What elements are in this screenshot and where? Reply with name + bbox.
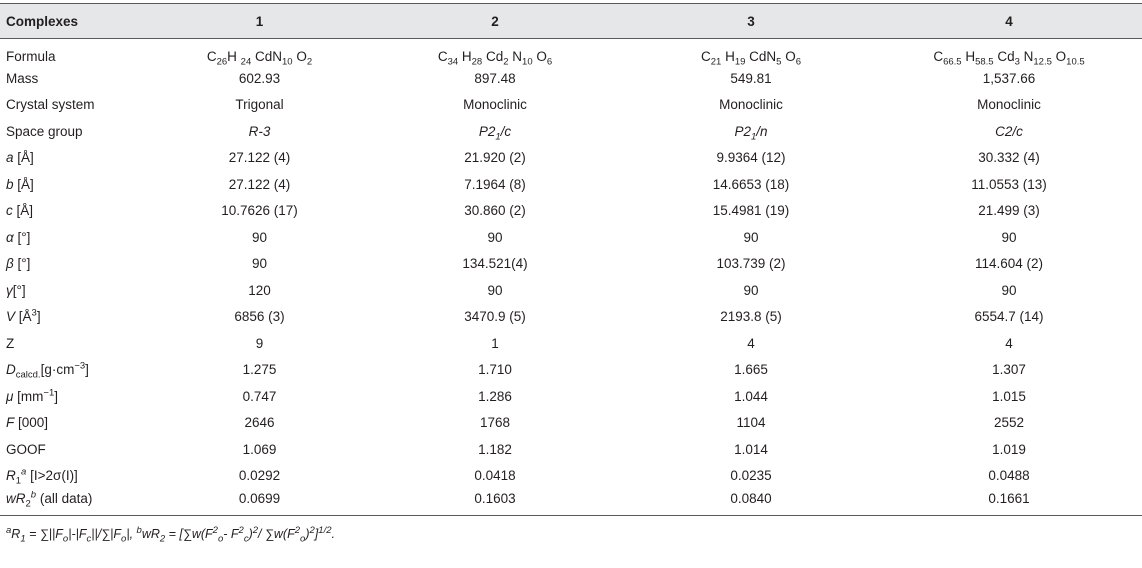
table-row-mu [0, 383, 1142, 410]
table-cell: 114.604 (2) [974, 256, 1044, 272]
table-cell: 4 [1005, 335, 1013, 351]
header-complex-3: 3 [626, 4, 876, 39]
table-cell: 1104 [736, 415, 766, 431]
table-cell: 15.4981 (19) [712, 203, 790, 219]
table-cell: 2646 [244, 415, 275, 431]
table-cell: 27.122 (4) [228, 150, 291, 166]
table-cell: 0.747 [242, 388, 277, 404]
row-label: β [°] [6, 256, 31, 272]
table-row-b [0, 171, 1142, 198]
table-cell: 30.332 (4) [978, 150, 1040, 166]
formula-cell-2: $C_{34}$ $H_{28}$ $Cd_2$ $N_{10}$ $O_6$ [437, 48, 553, 68]
space-group-cell-2: $P2_1/c$ [478, 123, 512, 143]
table-cell: 90 [487, 229, 503, 245]
table-cell: R-3 [248, 123, 271, 139]
table-cell: 1.015 [992, 388, 1026, 404]
table-cell: 0.0292 [238, 468, 281, 484]
table-cell: 549.81 [730, 70, 772, 86]
row-label: μ $[mm^{-1}]$ [6, 387, 59, 404]
table-cell: 90 [743, 229, 759, 245]
header-complex-4: 4 [876, 4, 1142, 39]
table-cell: 2552 [993, 415, 1025, 431]
table-cell: 1.044 [734, 388, 768, 404]
table-cell: 1.014 [734, 441, 768, 457]
formula-cell-4: $C_{66.5}$ $H_{58.5}$ $Cd_3$ $N_{12.5}$ $O_{10.5}$ [933, 48, 1085, 68]
row-label: V $[Å^3]$ [6, 307, 41, 325]
formula-cell-3: $C_{21}$ $H_{19}$ CdN$_5$ $O_6$ [700, 48, 802, 68]
table-row-wr2 [0, 489, 1142, 516]
header-row [0, 4, 1142, 39]
table-cell: Monoclinic [463, 97, 527, 113]
table-cell: 1.019 [992, 441, 1026, 457]
table-row-space-group [0, 118, 1142, 145]
table-cell: 4 [747, 335, 755, 351]
row-label: Crystal system [6, 97, 95, 113]
table-cell: 1.665 [734, 362, 768, 378]
table-cell: 120 [248, 282, 271, 298]
table-cell: 27.122 (4) [228, 176, 291, 192]
table-cell: 602.93 [238, 70, 281, 86]
table-cell: 9 [255, 335, 264, 351]
table-row-a [0, 145, 1142, 172]
row-label: c [Å] [6, 203, 34, 219]
table-cell: 21.920 (2) [464, 150, 526, 166]
table-cell: Monoclinic [977, 97, 1041, 113]
row-label: Mass [6, 70, 39, 86]
table-cell: Monoclinic [719, 97, 783, 113]
table-cell: Trigonal [235, 97, 284, 113]
table-cell: 0.1603 [364, 489, 626, 516]
table-cell: 897.48 [474, 70, 516, 86]
table-cell: 0.0699 [155, 489, 364, 516]
table-cell: 7.1964 (8) [464, 176, 526, 192]
row-label: Formula [6, 48, 56, 64]
table-cell: 11.0553 (13) [971, 176, 1047, 192]
row-label: Z [6, 335, 15, 351]
table-row-beta [0, 251, 1142, 278]
table-cell: C2/c [995, 123, 1023, 139]
table-cell: 90 [487, 282, 503, 298]
crystal-data-table [0, 3, 1142, 516]
table-row-density [0, 357, 1142, 384]
row-label: $D_{calcd.}[g\cdot cm^{-3}]$ [6, 360, 89, 381]
table-cell: 6856 (3) [234, 309, 285, 325]
space-group-cell-3: $P2_1/n$ [734, 123, 768, 143]
table-cell: 1,537.66 [982, 70, 1036, 86]
table-row-r1 [0, 463, 1142, 490]
table-row-f000 [0, 410, 1142, 437]
table-cell: 134.521(4) [462, 256, 528, 272]
table-row-formula [0, 39, 1142, 66]
table-cell: 90 [251, 256, 268, 272]
table-cell: 30.860 (2) [464, 203, 526, 219]
row-label: GOOF [6, 441, 46, 457]
table-cell: 0.0418 [474, 468, 516, 484]
table-cell: 9.9364 (12) [716, 150, 786, 166]
table-cell: 1.182 [478, 441, 512, 457]
table-cell: 1.710 [478, 362, 512, 378]
table-cell: 90 [1001, 282, 1017, 298]
table-row-volume [0, 304, 1142, 331]
table-row-c [0, 198, 1142, 225]
table-row-mass [0, 65, 1142, 92]
row-label: α [°] [6, 229, 31, 245]
table-cell: 0.0488 [988, 468, 1030, 484]
table-cell: 0.0840 [626, 489, 876, 516]
header-complex-1: 1 [155, 4, 364, 39]
table-cell: 1 [491, 335, 499, 351]
table-cell: 10.7626 (17) [221, 203, 298, 219]
formula-cell-1: $C_{26}H$ $_{24}$ CdN$_{10}$ $O_2$ [206, 48, 313, 68]
table-cell: 90 [251, 229, 268, 245]
row-label: Space group [6, 123, 83, 139]
table-cell: 0.0235 [730, 468, 772, 484]
header-complexes: Complexes [0, 4, 155, 39]
table-cell: 90 [743, 282, 759, 298]
row-label: $wR_2^b$ (all data) [0, 489, 155, 516]
table-cell: 14.6653 (18) [712, 176, 790, 192]
row-label: $R_1^a$ [I>2σ(I)] [6, 466, 78, 487]
table-cell: 103.739 (2) [716, 256, 786, 272]
table-footnote: $^aR_1 = \sum||F_o|-|F_c||/\sum|F_o|$, $^bwR_2 = [\sum w(F^2_o-$ $F^2_c)^2/$ $\sum w(F^2_o)^2]^{1/2}$. [6, 524, 335, 545]
row-label: γ[°] [6, 282, 26, 298]
table-cell: 1.307 [992, 362, 1026, 378]
table-cell: 3470.9 (5) [464, 309, 526, 325]
header-complex-2: 2 [364, 4, 626, 39]
table-cell: 6554.7 (14) [974, 309, 1044, 325]
table-cell: 1768 [479, 415, 511, 431]
row-label: a [Å] [6, 150, 34, 166]
row-label: F [000] [6, 415, 49, 431]
table-cell: 2193.8 (5) [720, 309, 782, 325]
table-row-z [0, 330, 1142, 357]
table-cell: 21.499 (3) [978, 203, 1040, 219]
table-cell: 0.1661 [876, 489, 1142, 516]
table-cell: 1.069 [242, 441, 277, 457]
table-row-gamma [0, 277, 1142, 304]
table-cell: 90 [1001, 229, 1017, 245]
table-cell: 1.286 [478, 388, 512, 404]
row-label: b [Å] [6, 176, 34, 192]
table-cell: 1.275 [242, 362, 277, 378]
table-row-crystal-system [0, 92, 1142, 119]
table-row-alpha [0, 224, 1142, 251]
table-row-goof [0, 436, 1142, 463]
